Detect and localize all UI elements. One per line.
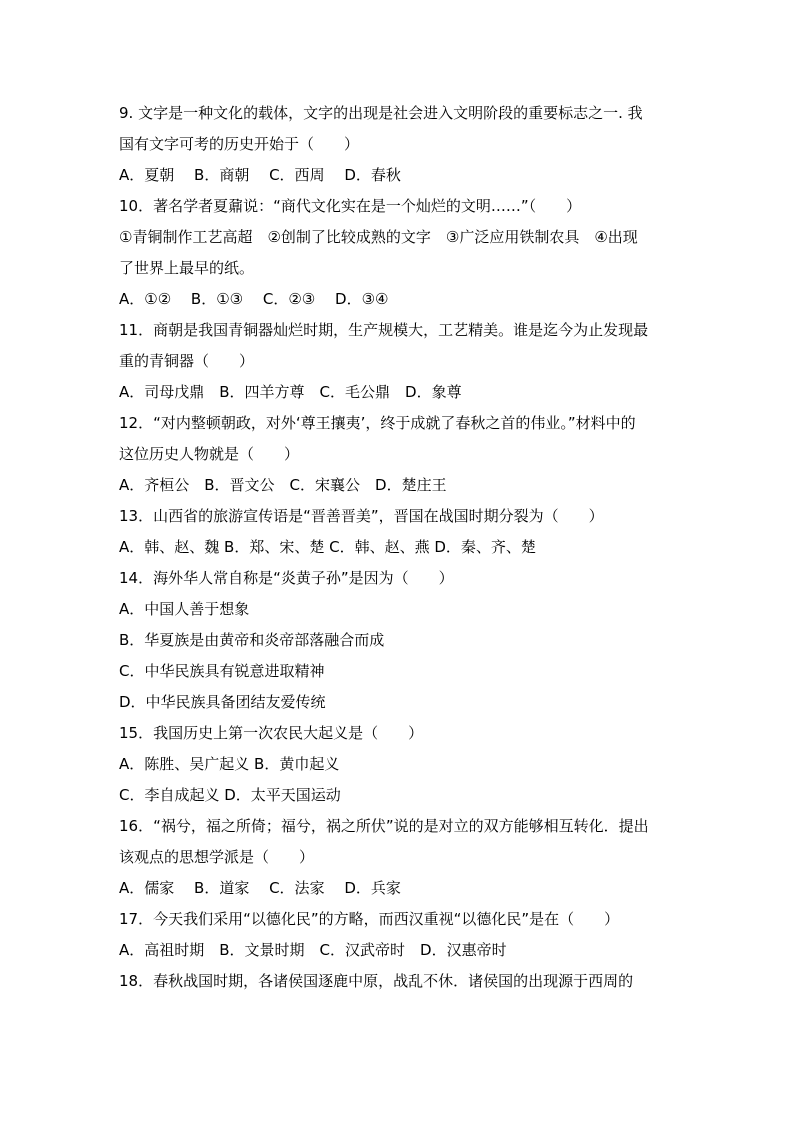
question-10-statements-line-2: 了世界上最早的纸。 — [119, 259, 255, 277]
question-12-line-2: 这位历史人物就是（ ） — [119, 445, 300, 463]
question-15-line-1: 15．我国历史上第一次农民大起义是（ ） — [119, 724, 424, 742]
question-14-option-a: A．中国人善于想象 — [119, 600, 250, 618]
question-12-line-1: 12．“对内整顿朝政，对外‘尊王攘夷’，终于成就了春秋之首的伟业。”材料中的 — [119, 414, 636, 432]
question-13-line-1: 13．山西省的旅游宣传语是“晋善晋美”，晋国在战国时期分裂为（ ） — [119, 507, 604, 525]
question-10-line-1: 10．著名学者夏鼐说：“商代文化实在是一个灿烂的文明……”（ ） — [119, 197, 582, 215]
question-15-options-cd: C．李自成起义 D．太平天国运动 — [119, 786, 341, 804]
question-18-line-1: 18．春秋战国时期，各诸侯国逐鹿中原，战乱不休．诸侯国的出现源于西周的 — [119, 972, 634, 990]
question-10-options: A．①② B．①③ C．②③ D．③④ — [119, 290, 389, 308]
question-14-option-c: C．中华民族具有锐意进取精神 — [119, 662, 325, 680]
question-9-line-1: 9. 文字是一种文化的载体，文字的出现是社会进入文明阶段的重要标志之一. 我 — [119, 104, 643, 122]
question-14-line-1: 14．海外华人常自称是“炎黄子孙”是因为（ ） — [119, 569, 454, 587]
question-10-statements-line-1: ①青铜制作工艺高超 ②创制了比较成熟的文字 ③广泛应用铁制农具 ④出现 — [119, 228, 638, 246]
question-14-option-b: B．华夏族是由黄帝和炎帝部落融合而成 — [119, 631, 385, 649]
question-12-options: A．齐桓公 B．晋文公 C．宋襄公 D．楚庄王 — [119, 476, 447, 494]
question-17-options: A．高祖时期 B．文景时期 C．汉武帝时 D．汉惠帝时 — [119, 941, 507, 959]
question-11-line-1: 11．商朝是我国青铜器灿烂时期，生产规模大，工艺精美。谁是迄今为止发现最 — [119, 321, 649, 339]
question-17-line-1: 17．今天我们采用“以德化民”的方略，而西汉重视“以德化民”是在（ ） — [119, 910, 620, 928]
question-16-options: A．儒家 B．道家 C．法家 D．兵家 — [119, 879, 401, 897]
question-9-line-2: 国有文字可考的历史开始于（ ） — [119, 135, 360, 153]
question-11-line-2: 重的青铜器（ ） — [119, 352, 255, 370]
question-14-option-d: D．中华民族具备团结友爱传统 — [119, 693, 326, 711]
question-16-line-1: 16．“祸兮，福之所倚；福兮，祸之所伏”说的是对立的双方能够相互转化．提出 — [119, 817, 649, 835]
question-15-options-ab: A．陈胜、吴广起义 B．黄巾起义 — [119, 755, 340, 773]
question-13-options: A．韩、赵、魏 B．郑、宋、楚 C．韩、赵、燕 D．秦、齐、楚 — [119, 538, 536, 556]
question-11-options: A．司母戊鼎 B．四羊方尊 C．毛公鼎 D．象尊 — [119, 383, 462, 401]
question-16-line-2: 该观点的思想学派是（ ） — [119, 848, 315, 866]
question-9-options: A．夏朝 B．商朝 C．西周 D．春秋 — [119, 166, 401, 184]
